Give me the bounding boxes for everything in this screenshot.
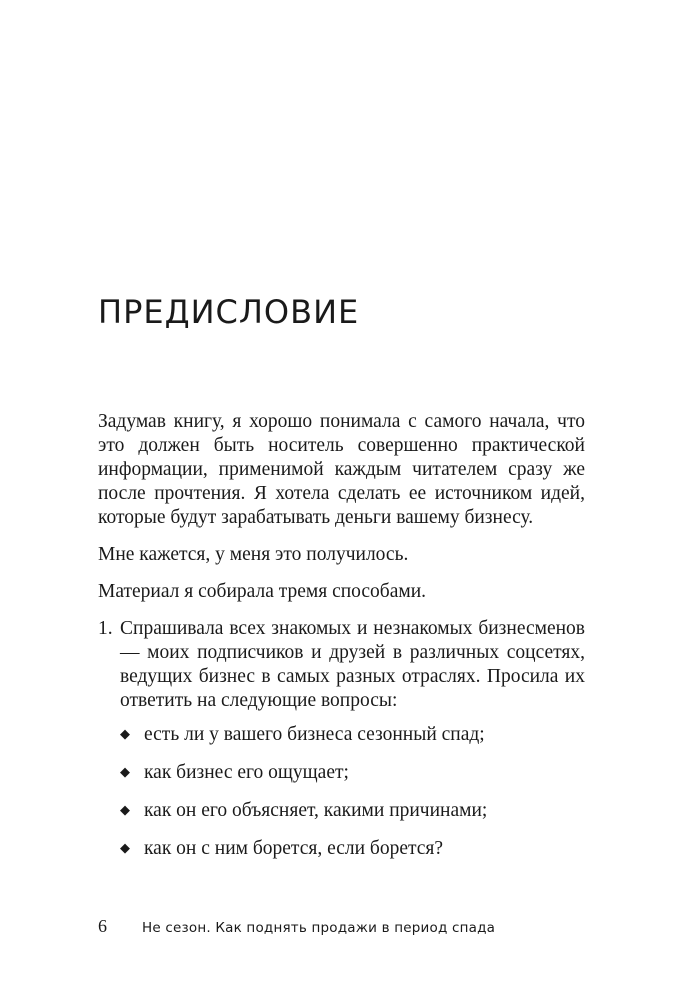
bullet-item bbox=[98, 837, 585, 861]
paragraph-methods: Материал я собирала тремя способами. bbox=[98, 581, 427, 602]
paragraph-result: Мне кажется, у меня это получилось. bbox=[98, 544, 409, 565]
page-footer bbox=[98, 916, 495, 937]
list-number: 1. bbox=[98, 618, 113, 639]
paragraph-intro: Задумав книгу, я хорошо понимала с самого начала, что это должен быть носитель совершенно практической информации, применимой каждым читателем сразу же после прочтения. Я хотела сделать ее источником идей, которые будут зарабатывать деньги вашему бизнесу. bbox=[98, 411, 585, 528]
bullet-item bbox=[98, 723, 585, 747]
diamond-bullet-icon: ◆ bbox=[120, 802, 130, 817]
diamond-bullet-icon: ◆ bbox=[120, 764, 130, 779]
bullet-item bbox=[98, 761, 585, 785]
bullet-text: есть ли у вашего бизнеса сезонный спад; bbox=[144, 724, 485, 745]
running-title: Не сезон. Как поднять продажи в период спада bbox=[142, 920, 496, 936]
diamond-bullet-icon: ◆ bbox=[120, 726, 130, 741]
bullet-text: как он его объясняет, какими причинами; bbox=[144, 800, 488, 821]
bullet-list bbox=[98, 723, 585, 861]
numbered-list-item bbox=[98, 617, 585, 713]
bullet-text: как бизнес его ощущает; bbox=[144, 762, 349, 783]
page-number: 6 bbox=[98, 916, 107, 936]
bullet-item bbox=[98, 799, 585, 823]
list-text: Спрашивала всех знакомых и незнакомых бизнесменов — моих подписчиков и друзей в различных соцсетях, ведущих бизнес в самых разных отраслях. Просила их ответить на следующие вопросы: bbox=[120, 618, 585, 711]
body-text bbox=[98, 410, 585, 875]
bullet-text: как он с ним борется, если борется? bbox=[144, 838, 444, 859]
chapter-title: ПРЕДИСЛОВИЕ bbox=[98, 293, 360, 331]
diamond-bullet-icon: ◆ bbox=[120, 840, 130, 855]
